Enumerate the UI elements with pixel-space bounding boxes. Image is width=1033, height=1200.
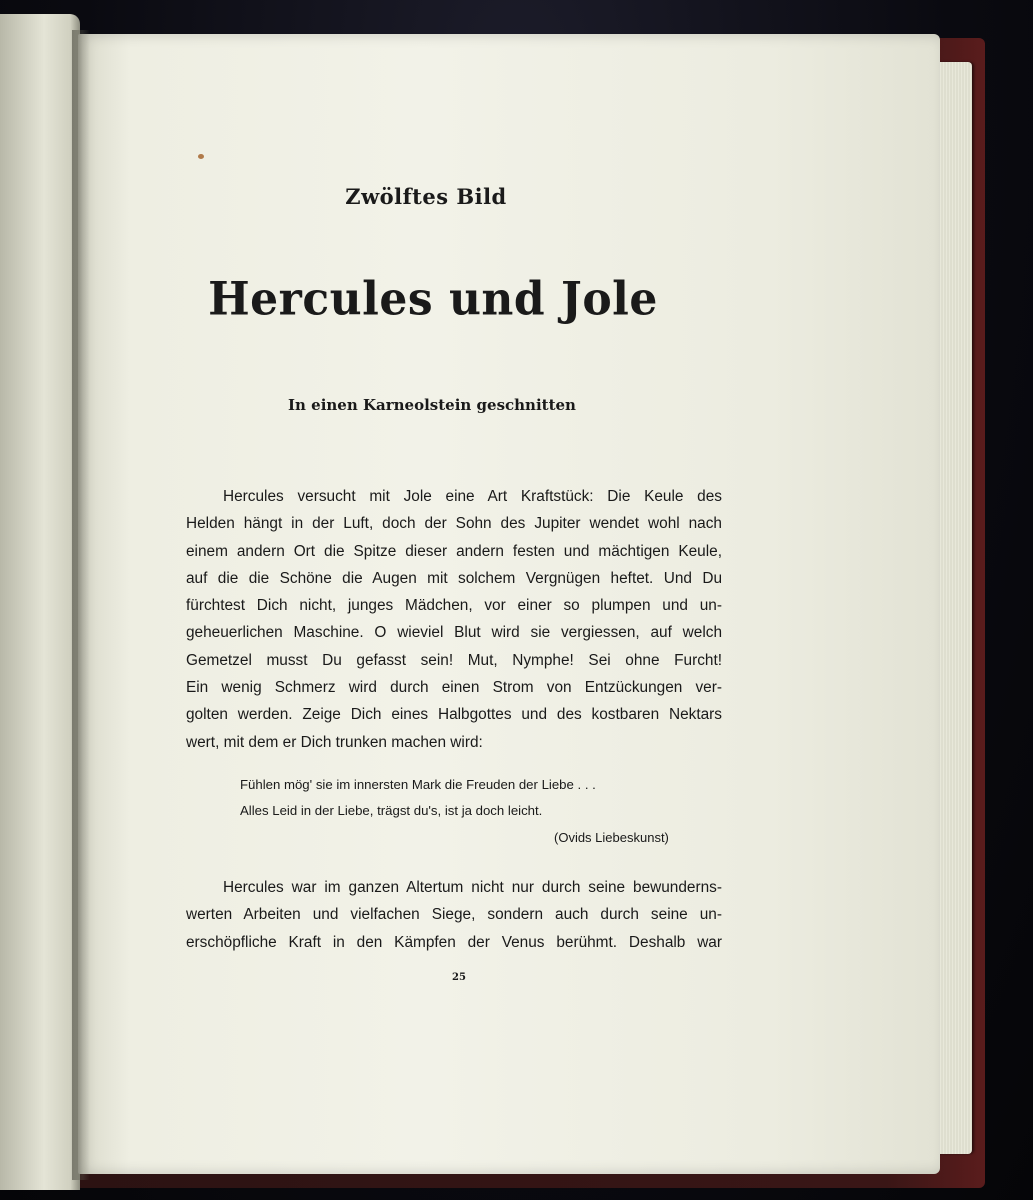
text-line: Helden hängt in der Luft, doch der Sohn des Jupiter wendet wohl nach <box>186 515 722 533</box>
right-page <box>78 34 940 1174</box>
text-line: golten werden. Zeige Dich eines Halbgottes und des kostbaren Nektars <box>186 706 722 724</box>
text-line: wert, mit dem er Dich trunken machen wird: <box>186 733 483 751</box>
paragraph-2 <box>186 874 722 956</box>
verse-line: Fühlen mög' sie im innersten Mark die Freuden der Liebe . . . <box>240 777 596 792</box>
text-line: geheuerlichen Maschine. O wieviel Blut wird sie vergiessen, auf welch <box>186 624 722 642</box>
quote-attribution: (Ovids Liebeskunst) <box>554 830 669 845</box>
text-line: Ein wenig Schmerz wird durch einen Strom von Entzückungen ver- <box>186 679 722 697</box>
text-line: einem andern Ort die Spitze dieser andern festen und mächtigen Keule, <box>186 542 722 560</box>
paragraph-1 <box>186 483 722 756</box>
verse-line: Alles Leid in der Liebe, trägst du's, ist ja doch leicht. <box>240 803 543 818</box>
text-line: Hercules war im ganzen Altertum nicht nur durch seine bewunderns- <box>223 879 722 896</box>
page-title: Hercules und Jole <box>208 272 658 327</box>
text-line: fürchtest Dich nicht, junges Mädchen, vor einer so plumpen und un- <box>186 597 722 615</box>
chapter-label: Zwölftes Bild <box>345 184 507 209</box>
subtitle: In einen Karneolstein geschnitten <box>288 396 576 414</box>
text-line: erschöpfliche Kraft in den Kämpfen der Venus berühmt. Deshalb war <box>186 933 722 951</box>
paper-fleck <box>198 154 204 159</box>
text-line: auf die die Schöne die Augen mit solchem Vergnügen heftet. Und Du <box>186 569 722 587</box>
book-gutter <box>72 30 90 1180</box>
verse-quote <box>240 772 700 824</box>
text-line: Gemetzel musst Du gefasst sein! Mut, Nymphe! Sei ohne Furcht! <box>186 651 722 669</box>
text-line: Hercules versucht mit Jole eine Art Kraftstück: Die Keule des <box>223 488 722 505</box>
page-number: 25 <box>452 972 466 983</box>
text-line: werten Arbeiten und vielfachen Siege, sondern auch durch seine un- <box>186 906 722 924</box>
